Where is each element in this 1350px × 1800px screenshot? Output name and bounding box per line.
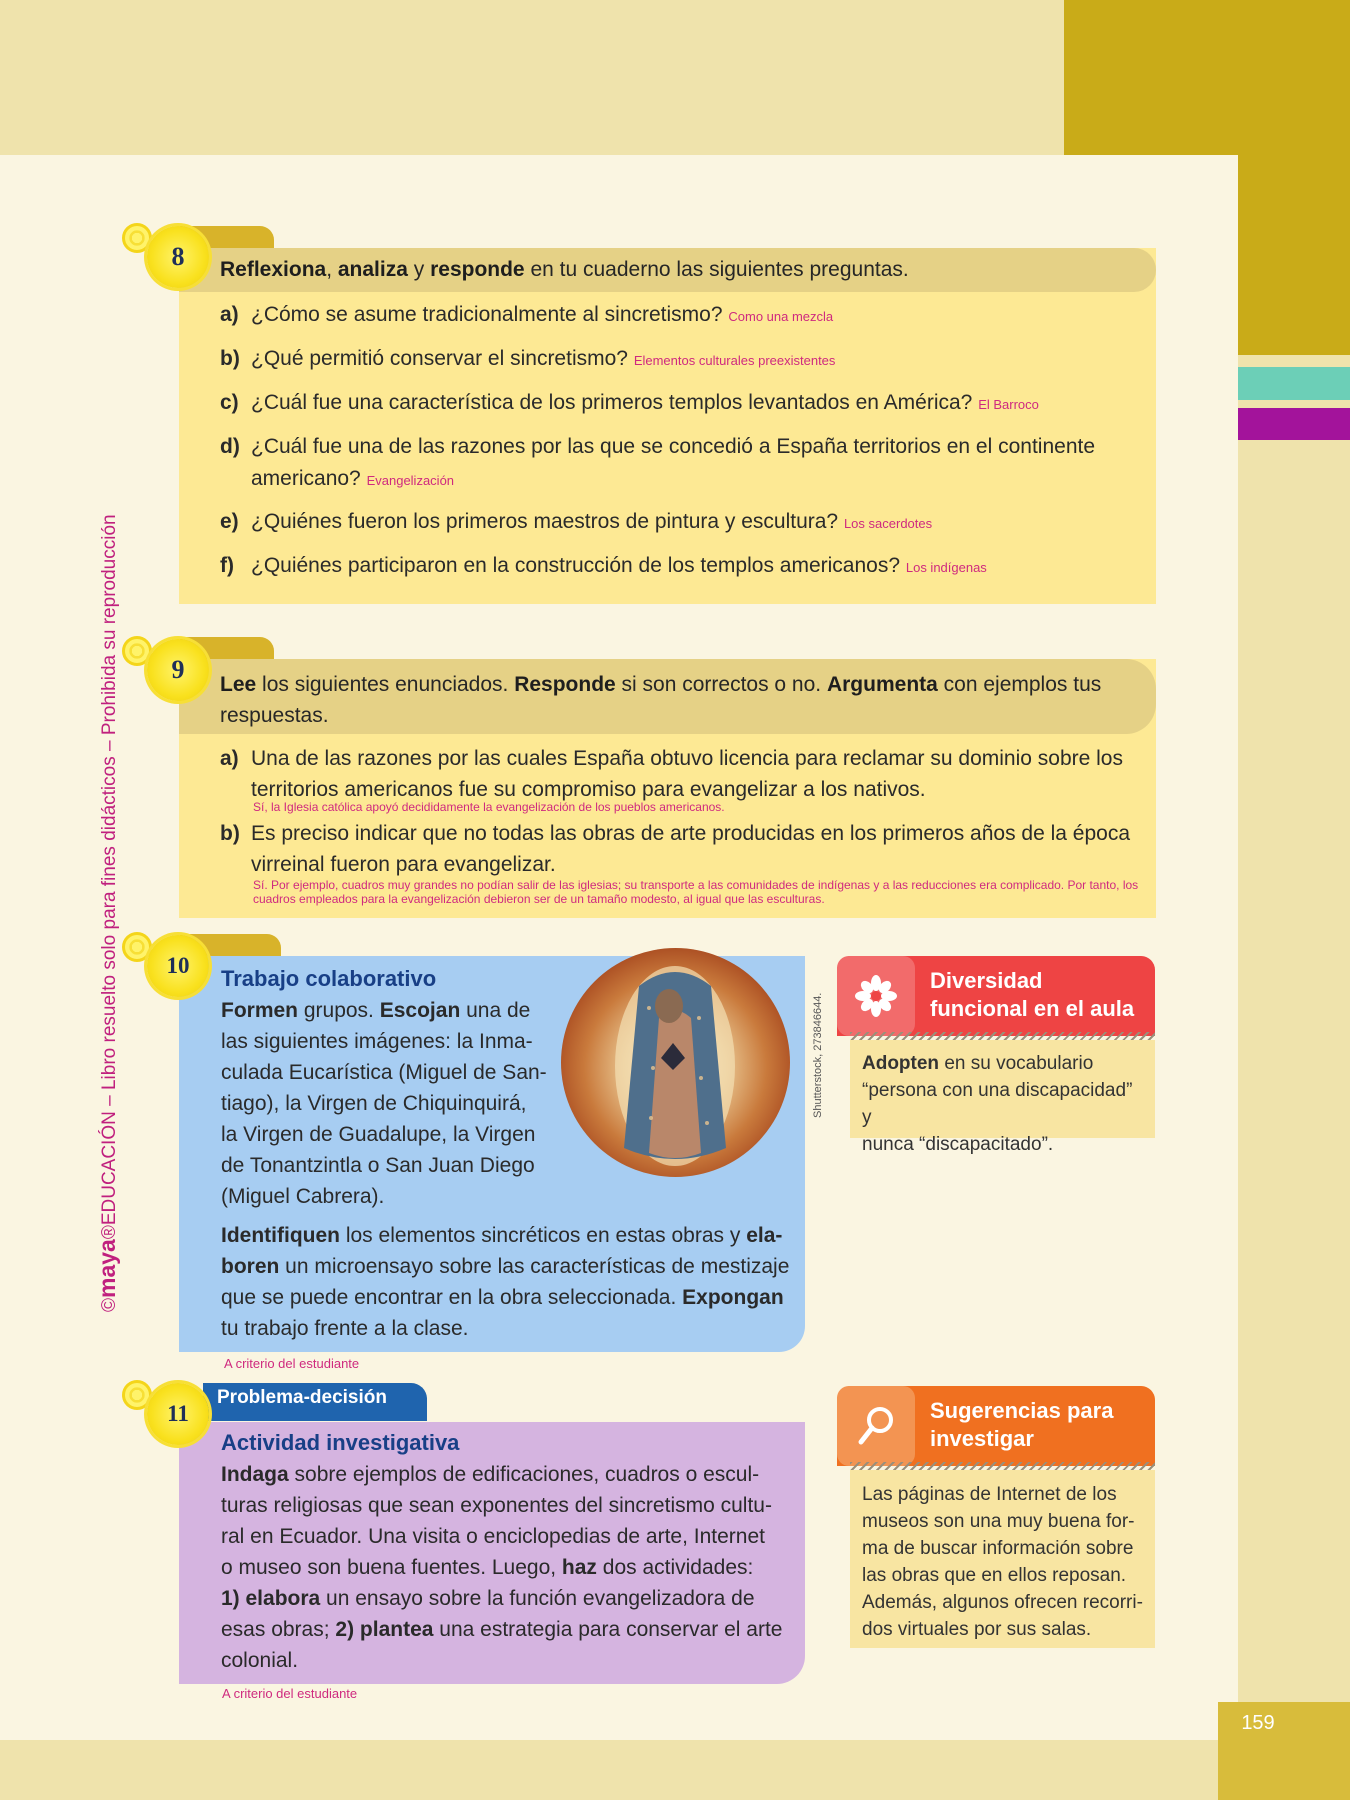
question-d-cont (251, 463, 1131, 497)
body-line: las obras que en ellos reposan. (862, 1565, 1127, 1586)
verb: Identifiquen (221, 1224, 340, 1247)
answer-text: Sí. Por ejemplo, cuadros muy grandes no podían salir de las iglesias; su transporte a las comunidades de indígenas y a las reducciones era complicado. Por tanto, los cuadros empleados para la evangelización debieron ser de un tamaño modesto, al igual que las esculturas. (253, 878, 1139, 906)
prompt-text: en tu cuaderno las siguientes preguntas. (524, 258, 909, 281)
virgin-of-guadalupe-image (561, 948, 790, 1177)
question-b (220, 343, 1140, 377)
flower-icon-svg (854, 974, 898, 1018)
question-text: americano? (251, 467, 361, 490)
text-line: (Miguel Cabrera). (221, 1185, 385, 1208)
copyright-text: EDUCACIÓN – Libro resuelto solo para fines didácticos – Prohibida su reproducción (99, 514, 120, 1226)
body-line: “persona con una discapacidad” y (862, 1080, 1133, 1128)
prompt-text: respuestas. (220, 704, 329, 727)
diversity-header (837, 956, 1155, 1036)
text-line: tu trabajo frente a la clase. (221, 1317, 469, 1340)
statement-b-cont: virreinal fueron para evangelizar. (251, 853, 556, 876)
suggestions-body (850, 1470, 1155, 1648)
question-label: a) (220, 303, 239, 326)
activity11-paragraph (221, 1459, 791, 1676)
verb: 1) elabora (221, 1587, 321, 1610)
title-line: investigar (930, 1426, 1034, 1451)
text-line (221, 1459, 791, 1490)
activity10-paragraph2 (221, 1220, 791, 1344)
question-c (220, 387, 1140, 421)
diversity-title (930, 967, 1134, 1023)
activity11-title: Actividad investigativa (221, 1430, 460, 1455)
line-text: un microensayo sobre las características de mestizaje (279, 1255, 790, 1278)
text-line (221, 1583, 791, 1614)
prompt-text: si son correctos o no. (615, 673, 827, 696)
suggestions-title (930, 1397, 1113, 1453)
line-text: dos actividades: (596, 1556, 754, 1579)
divider (850, 1032, 1155, 1040)
question-text: ¿Quiénes participaron en la construcción de los templos americanos? (251, 554, 901, 577)
verb: Reflexiona (220, 258, 327, 281)
line-text: esas obras; (221, 1618, 336, 1641)
activity9-prompt (220, 669, 1140, 731)
prompt-text: con ejemplos tus (937, 673, 1102, 696)
text-line: la Virgen de Guadalupe, la Virgen (221, 1123, 536, 1146)
line-text: que se puede encontrar en la obra seleccionada. (221, 1286, 683, 1309)
body-line: nunca “discapacitado”. (862, 1134, 1054, 1155)
text-line: ral en Ecuador. Una visita o enciclopedias de arte, Internet (221, 1525, 765, 1548)
divider (850, 1462, 1155, 1470)
answer-text: Como una mezcla (728, 309, 834, 324)
verb: boren (221, 1255, 280, 1278)
line-text: un ensayo sobre la función evangelizadora de (320, 1587, 755, 1610)
line-text: los elementos sincréticos en estas obras y (340, 1224, 747, 1247)
verb: Escojan (379, 999, 461, 1022)
question-text: ¿Cómo se asume tradicionalmente al sincretismo? (251, 303, 723, 326)
text-line: de Tonantzintla o San Juan Diego (221, 1154, 535, 1177)
answer-text: Evangelización (366, 473, 455, 488)
body-text: en su vocabulario (939, 1053, 1094, 1074)
brand-logo: maya (94, 1239, 120, 1298)
activity10-number: 10 (147, 935, 209, 997)
answer-text: El Barroco (978, 397, 1039, 412)
text-line (221, 1220, 791, 1251)
text-line: las siguientes imágenes: la Inma- (221, 1030, 533, 1053)
line-text: una de (460, 999, 531, 1022)
line-text: grupos. (298, 999, 380, 1022)
question-label: c) (220, 391, 239, 414)
text-line (221, 1552, 791, 1583)
line-text: o museo son buena fuentes. Luego, (221, 1556, 562, 1579)
statement-label: a) (220, 747, 239, 770)
prompt-text: los siguientes enunciados. (256, 673, 515, 696)
verb: analiza (337, 258, 408, 281)
title-line: funcional en el aula (930, 996, 1135, 1021)
line-text: una estrategia para conservar el arte (433, 1618, 783, 1641)
statement-label: b) (220, 822, 240, 845)
activity9-number: 9 (147, 639, 209, 701)
statement-a (220, 743, 1140, 775)
answer-text: Elementos culturales preexistentes (633, 353, 836, 368)
statement-b (220, 818, 1140, 850)
statement-text: Es preciso indicar que no todas las obras de arte producidas en los primeros años de la época (251, 822, 1131, 845)
question-label: e) (220, 510, 239, 533)
activity8-prompt (220, 258, 1140, 282)
verb: haz (561, 1556, 597, 1579)
question-text: ¿Qué permitió conservar el sincretismo? (251, 347, 628, 370)
activity10-title: Trabajo colaborativo (221, 966, 437, 991)
text-line (221, 1251, 791, 1282)
verb: Adopten (862, 1053, 940, 1074)
question-label: d) (220, 435, 240, 458)
magnifier-icon-svg (852, 1402, 900, 1450)
body-line: ma de buscar información sobre (862, 1538, 1134, 1559)
verb: ela- (746, 1224, 783, 1247)
body-line: Además, algunos ofrecen recorri- (862, 1592, 1143, 1613)
question-text: ¿Quiénes fueron los primeros maestros de pintura y escultura? (251, 510, 839, 533)
prompt-text: , (326, 258, 338, 281)
prompt-text: y (407, 258, 431, 281)
verb: Expongan (682, 1286, 784, 1309)
copyright-notice: ©maya®EDUCACIÓN – Libro resuelto solo para fines didácticos – Prohibida su reproducción (94, 514, 120, 1312)
line-text: sobre ejemplos de edificaciones, cuadros o escul- (288, 1463, 760, 1486)
problem-decision-tag: Problema-decisión (203, 1383, 427, 1421)
flower-icon (837, 956, 915, 1036)
question-text: ¿Cuál fue una característica de los primeros templos levantados en América? (251, 391, 973, 414)
title-line: Diversidad (930, 968, 1043, 993)
teal-stripe (1238, 367, 1350, 400)
activity11-number: 11 (147, 1383, 209, 1445)
verb: Formen (221, 999, 299, 1022)
activity11-answer: A criterio del estudiante (222, 1686, 358, 1701)
verb: 2) plantea (335, 1618, 434, 1641)
text-line (221, 995, 561, 1026)
virgin-figure-icon (561, 948, 790, 1177)
statement-text: Una de las razones por las cuales España obtuvo licencia para reclamar su dominio sobre los (251, 747, 1123, 770)
question-f (220, 550, 1140, 584)
activity10-answer: A criterio del estudiante (224, 1356, 360, 1371)
answer-text: Los sacerdotes (843, 516, 933, 531)
verb: Lee (220, 673, 257, 696)
answer-text: Sí, la Iglesia católica apoyó decididamente la evangelización de los pueblos americanos. (253, 800, 725, 814)
verb: Argumenta (826, 673, 938, 696)
question-text: ¿Cuál fue una de las razones por las que se concedió a España territorios en el continente (251, 435, 1096, 458)
question-label: b) (220, 347, 240, 370)
activity8-number: 8 (147, 226, 209, 288)
text-line: colonial. (221, 1649, 299, 1672)
question-label: f) (220, 554, 234, 577)
body-line: museos son una muy buena for- (862, 1511, 1135, 1532)
title-line: Sugerencias para (930, 1398, 1114, 1423)
body-line (862, 1050, 1143, 1077)
bottom-band (0, 1740, 1350, 1800)
text-line: culada Eucarística (Miguel de San- (221, 1061, 547, 1084)
statement-a-cont: territorios americanos fue su compromiso para evangelizar a los nativos. (251, 778, 926, 801)
verb: responde (430, 258, 525, 281)
text-line: turas religiosas que sean exponentes del sincretismo cultu- (221, 1494, 772, 1517)
magenta-stripe (1238, 408, 1350, 440)
activity10-paragraph1 (221, 995, 561, 1212)
page-number: 159 (1241, 1712, 1275, 1734)
text-line: tiago), la Virgen de Chiquinquirá, (221, 1092, 527, 1115)
verb: Responde (514, 673, 616, 696)
question-e (220, 506, 1140, 540)
diversity-body (850, 1040, 1155, 1155)
text-line (221, 1282, 791, 1313)
answer-text: Los indígenas (905, 560, 987, 575)
image-credit: Shutterstock, 273846644. (812, 992, 824, 1118)
question-d (220, 431, 1140, 463)
body-line: Las páginas de Internet de los (862, 1484, 1117, 1505)
question-a (220, 299, 1140, 333)
verb: Indaga (221, 1463, 289, 1486)
body-line: dos virtuales por sus salas. (862, 1619, 1092, 1640)
magnifier-icon (837, 1386, 915, 1466)
suggestions-header (837, 1386, 1155, 1466)
text-line (221, 1614, 791, 1645)
